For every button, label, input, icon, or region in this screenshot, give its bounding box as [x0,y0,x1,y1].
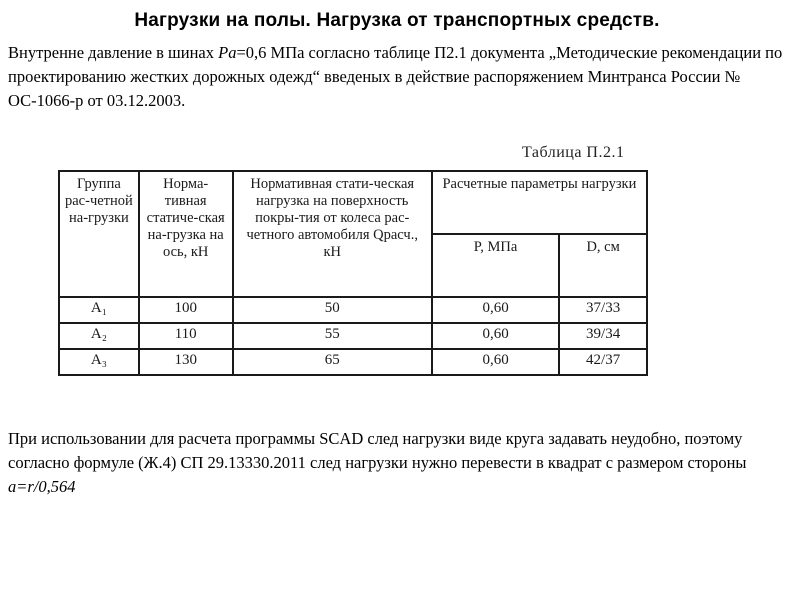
header-group: Группа рас-четной на-грузки [59,171,139,297]
cell-pressure: 0,60 [432,297,559,323]
cell-axle-load: 110 [139,323,233,349]
cell-group: A₂ [59,323,139,349]
cell-wheel-load: 65 [233,349,432,375]
square-side-formula: a=r/0,564 [8,477,76,496]
cell-diameter: 37/33 [559,297,647,323]
header-axle-load: Норма-тивная статиче-ская на-грузка на ось, кН [139,171,233,297]
cell-diameter: 39/34 [559,323,647,349]
table-caption: Таблица П.2.1 [522,144,625,161]
header-load-params: Расчетные параметры нагрузки [432,171,647,234]
header-wheel-load: Нормативная стати-ческая нагрузка на поверхность покры-тия от колеса рас-четного автомобиля Qрасч., кН [233,171,432,297]
cell-diameter: 42/37 [559,349,647,375]
table-row [59,349,647,375]
pressure-variable: Pa [218,43,237,62]
header-diameter: D, см [559,234,647,297]
cell-wheel-load: 50 [233,297,432,323]
intro-text-end: =0,6 МПа согласно таблице П2.1 документа „Методические рекомендации по проектированию жестких дорожных одежд“ введеных в действие распоряжением Минтранса России № ОС-1066-р от 03.12.2003. [8,43,783,110]
table-row [59,297,647,323]
cell-wheel-load: 55 [233,323,432,349]
cell-group: A₃ [59,349,139,375]
conclusion-text: При использовании для расчета программы SCAD след нагрузки виде круга задавать неудобно, поэтому согласно формуле (Ж.4) СП 29.13330.2011 след нагрузки нужно перевести в квадрат с размером стороны [8,429,747,472]
intro-paragraph [8,41,788,113]
cell-pressure: 0,60 [432,323,559,349]
cell-axle-load: 130 [139,349,233,375]
table-row [59,323,647,349]
intro-text-start: Внутренне давление в шинах [8,43,219,62]
header-pressure: P, МПа [432,234,559,297]
load-parameters-table [58,170,648,376]
cell-group: A₁ [59,297,139,323]
cell-axle-load: 100 [139,297,233,323]
cell-pressure: 0,60 [432,349,559,375]
table-header-row [59,171,647,234]
conclusion-paragraph [8,427,788,499]
page-title: Нагрузки на полы. Нагрузка от транспортных средств. [134,10,660,31]
